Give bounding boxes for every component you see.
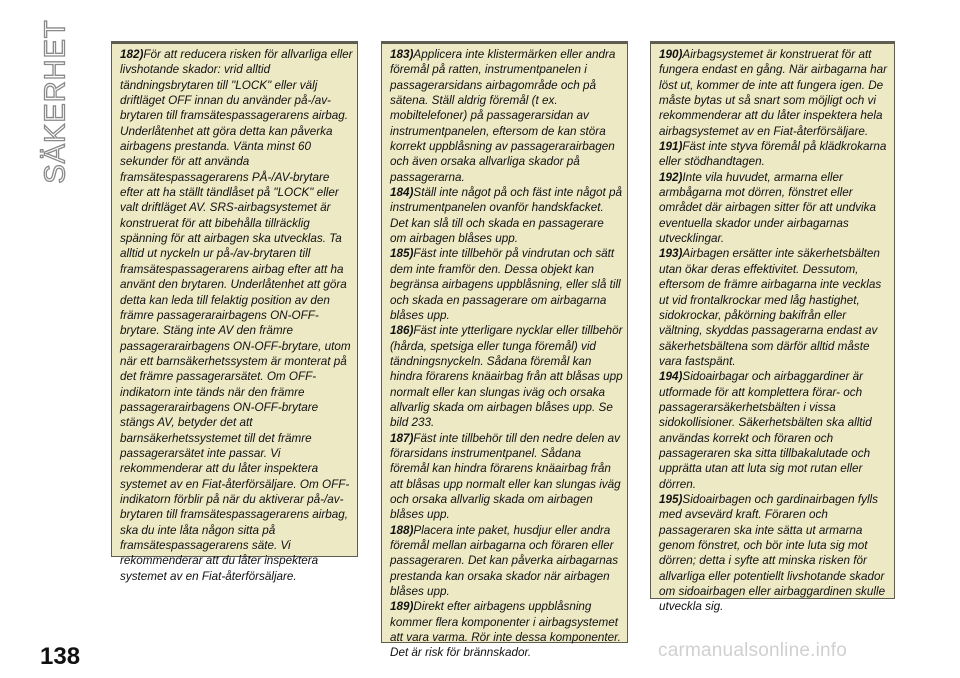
warning-number: 195): [659, 492, 683, 506]
warning-number: 184): [390, 186, 414, 200]
warning-text: Fäst inte styva föremål på klädkrokarna eller stödhandtagen.: [659, 140, 887, 169]
warning-number: 189): [390, 600, 414, 614]
section-title: [26, 18, 86, 184]
warning-entry: [659, 170, 890, 247]
warning-entry: [390, 323, 623, 430]
warning-number: 182): [120, 48, 144, 61]
warning-number: 183): [390, 48, 414, 61]
warning-entry: [390, 47, 623, 185]
warning-column-1: [111, 41, 358, 583]
warning-column-2: [381, 41, 628, 660]
warning-number: 188): [390, 523, 414, 537]
warning-entry: [390, 523, 623, 600]
warning-entry: [659, 492, 890, 615]
warning-number: 186): [390, 324, 414, 338]
warning-text: Ställ inte något på och fäst inte något på instrumentpanelen ovanför handskfacket. Det kan slå till och skada en passagerare om airbagen blåses upp.: [390, 186, 622, 246]
warning-number: 190): [659, 48, 683, 61]
warning-entry: [390, 185, 623, 246]
watermark: carmanualsonline.info: [658, 640, 848, 661]
warning-column-3: [650, 41, 895, 614]
section-title-text: SÄKERHET: [39, 18, 72, 184]
warning-text: Direkt efter airbagens uppblåsning kommer flera komponenter i airbagsystemet att vara varma. Rör inte dessa komponenter. Det är risk för brännskador.: [390, 600, 621, 660]
warning-number: 185): [390, 247, 414, 261]
warning-entry: [659, 47, 890, 139]
warning-text: Fäst inte ytterligare nycklar eller tillbehör (hårda, spetsiga eller tunga föremål) vid tändningsnyckeln. Sådana föremål kan hindra förarens knäairbag från att blåsas upp normalt eller kan slungas iväg och orsaka allvarlig skada om airbagen blåses upp. Se bild 233.: [390, 324, 623, 430]
warning-entry: [659, 246, 890, 369]
warning-entry: [120, 47, 353, 584]
warning-number: 194): [659, 370, 683, 384]
warning-entry: [659, 139, 890, 170]
warning-text: Inte vila huvudet, armarna eller armbågarna mot dörren, fönstret eller området där airbagen sitter för att undvika eventuella skador under airbagarnas utvecklingar.: [659, 170, 876, 246]
warning-text: Fäst inte tillbehör till den nedre delen av förarsidans instrumentpanel. Sådana föremål kan hindra förarens knäairbag från att blåsas upp normalt eller kan slungas iväg och orsaka allvarlig skada om airbagen blåses upp.: [390, 431, 621, 522]
warning-entry: [659, 369, 890, 492]
warning-number: 187): [390, 431, 414, 445]
warning-text: Placera inte paket, husdjur eller andra föremål mellan airbagarna och föraren eller passageraren. Det kan påverka airbagarnas prestanda kan orsaka skador när airbagen blåses upp.: [390, 523, 619, 599]
warning-text: För att reducera risken för allvarliga eller livshotande skador: vrid alltid tändningsbrytaren till "LOCK" eller välj driftläget OFF innan du använder på-/av-brytaren till framsätespassagerarens airbag. Underlåtenhet att göra detta kan påverka airbagens prestanda. Vänta minst 60 sekunder för att använda framsätespassagerarens PÅ-/AV-brytare efter att ha ställt tändlåset på "LOCK" eller valt driftläget AV. SRS-airbagsystemet är konstruerat för att bibehålla tillräcklig spänning för att airbagen ska utvecklas. Ta alltid ut nyckeln ur på-/av-brytaren till framsätespassagerarens airbag efter att ha använt den brytaren. Underlåtenhet att göra detta kan leda till felaktig position av den främre passagerarairbagens ON-OFF-brytare. Stäng inte AV den främre passagerarairbagens ON-OFF-brytare, utom när ett barnsäkerhetssystem är monterat på det främre passagerarsätet. Om OFF-indikatorn inte tänds när den främre passagerarairbagens ON-OFF-brytare stängs AV, betyder det att barnsäkerhetssystemet till det främre passagerarsätet inte passar. Vi rekommenderar att du låter inspektera systemet av en Fiat-återförsäljare. Om OFF-indikatorn förblir på när du aktiverar på-/av-brytaren till framsätespassagerarens airbag, ska du inte låta någon sitta på framsätespassagerarens säte. Vi rekommenderar att du låter inspektera systemet av en Fiat-återförsäljare.: [120, 48, 353, 583]
warning-entry: [390, 431, 623, 523]
warning-number: 192): [659, 170, 683, 184]
warning-text: Sidoairbagen och gardinairbagen fylls med avsevärd kraft. Föraren och passageraren ska inte sätta ut armarna genom fönstret, och bör inte luta sig mot dörren; detta i syfte att minska risken för allvarliga eller potentiellt livshotande skador om sidoairbagen eller airbaggardinen skulle utveckla sig.: [659, 492, 886, 614]
warning-text: Applicera inte klistermärken eller andra föremål på ratten, instrumentpanelen i passagerarsidans airbagområde och på sätena. Ställ aldrig föremål (t ex. mobiltelefoner) på passagerarsidan av instrumentpanelen, eftersom de kan störa korrekt uppblåsning av passagerarairbagen och även orsaka allvarliga skador på passagerarna.: [390, 48, 616, 184]
warning-text: Sidoairbagar och airbaggardiner är utformade för att komplettera förar- och passagerarsäkerhetsbälten i vissa sidokollisioner. Säkerhetsbälten ska alltid användas korrekt och föraren och passageraren ska sitta tillbakalutade och upprätta utan att luta sig mot rutan eller dörren.: [659, 370, 872, 491]
warning-entry: [390, 599, 623, 660]
page-number: 138: [40, 643, 81, 670]
warning-entry: [390, 246, 623, 323]
warning-number: 191): [659, 140, 683, 154]
warning-number: 193): [659, 247, 683, 261]
warning-text: Airbagsystemet är konstruerat för att fungera endast en gång. När airbagarna har löst ut, kommer de inte att fungera igen. De måste bytas ut så snart som möjligt och vi rekommenderar att du låter inspektera hela airbagsystemet av en Fiat-återförsäljare.: [659, 48, 888, 138]
warning-text: Airbagen ersätter inte säkerhetsbälten utan ökar deras effektivitet. Dessutom, eftersom de främre airbagarna inte vecklas ut vid frontalkrockar med låg hastighet, sidokrockar, påkörning bakifrån eller vältning, skyddas passagerarna endast av säkerhetsbältena som därför alltid måste vara fastspänt.: [659, 247, 882, 368]
warning-text: Fäst inte tillbehör på vindrutan och sätt dem inte framför den. Dessa objekt kan begränsa airbagens uppblåsning, eller slå till och skada en passagerare om airbagarna blåses upp.: [390, 247, 621, 322]
